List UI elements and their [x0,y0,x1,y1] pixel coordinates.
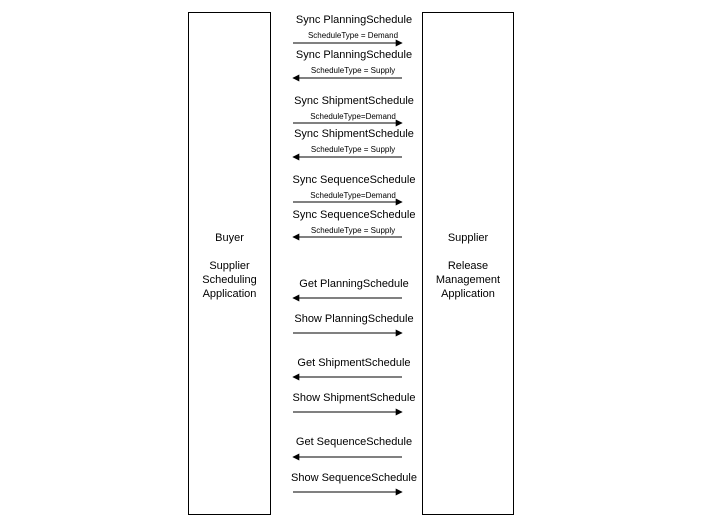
msg-label-1: Sync PlanningSchedule [295,14,413,26]
msg-label-10: Show ShipmentSchedule [292,392,416,404]
msg-label-8: Show PlanningSchedule [294,313,414,325]
msg-sub-2: ScheduleType = Supply [310,66,396,75]
msg-label-9: Get ShipmentSchedule [297,357,411,369]
msg-sub-3: ScheduleType=Demand [310,112,396,121]
msg-sub-1: ScheduleType = Demand [307,31,399,40]
msg-sub-4: ScheduleType = Supply [310,145,396,154]
msg-sub-5: ScheduleType=Demand [310,191,396,200]
msg-label-3: Sync ShipmentSchedule [294,95,414,107]
msg-label-5: Sync SequenceSchedule [292,174,416,186]
supplier-actor-label: Supplier Release Management Application [435,232,501,300]
msg-label-4: Sync ShipmentSchedule [294,128,414,140]
msg-label-6: Sync SequenceSchedule [292,209,416,221]
msg-sub-6: ScheduleType = Supply [310,226,396,235]
msg-label-2: Sync PlanningSchedule [295,49,413,61]
msg-label-12: Show SequenceSchedule [291,472,417,484]
msg-label-11: Get SequenceSchedule [295,436,413,448]
msg-label-7: Get PlanningSchedule [299,278,409,290]
buyer-actor-label: Buyer Supplier Scheduling Application [202,232,257,300]
